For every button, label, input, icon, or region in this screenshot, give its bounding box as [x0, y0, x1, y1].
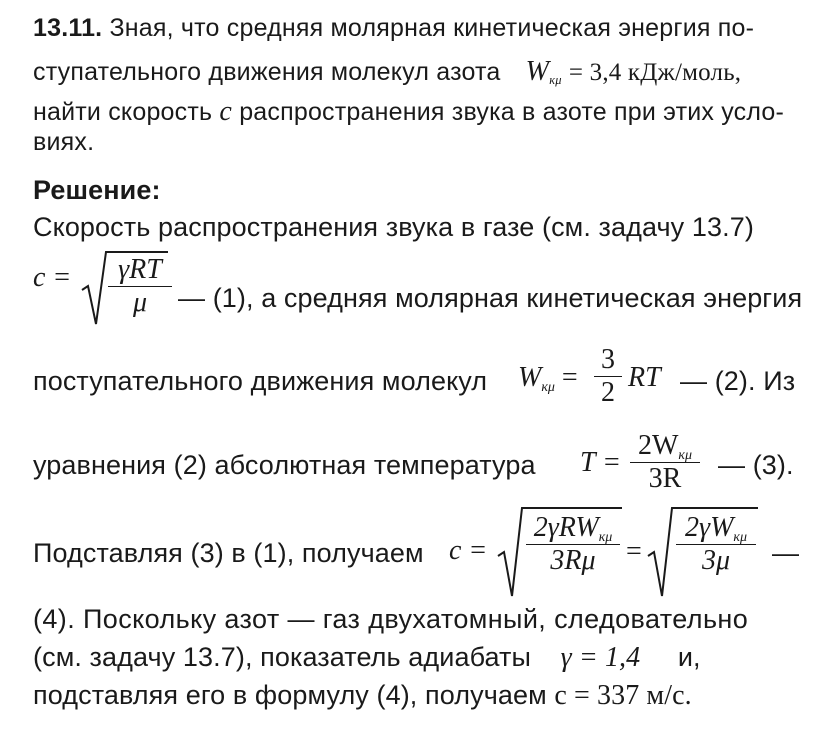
solution-line-5a: Подставляя (3) в (1), получаем [33, 538, 424, 568]
formula-4-numerator-1 [526, 512, 620, 544]
formula-4-num2-subscript: кμ [733, 529, 747, 545]
solution-line-5b: — [772, 538, 800, 568]
solution-line-3a: поступательного движения молекул [33, 366, 488, 396]
problem-text-4: виях. [33, 128, 95, 156]
solution-line-7b: и, [677, 642, 701, 672]
formula-2-subscript: кμ [541, 379, 555, 395]
formula-3-fraction [630, 430, 700, 495]
problem-line-1 [33, 14, 754, 43]
formula-2-equals: = [561, 362, 578, 393]
solution-line-6: (4). Поскольку азот — газ двухатомный, следовательно [33, 604, 749, 634]
formula-2-denominator: 2 [601, 377, 615, 409]
formula-4-num1-text: 2γRW [533, 512, 599, 543]
formula-3-denominator: 3R [648, 463, 682, 495]
formula-4-numerator-2 [676, 512, 756, 544]
final-answer: c = 337 м/с. [554, 680, 692, 711]
problem-text-1: Зная, что средняя молярная кинетическая энергия по- [109, 14, 755, 42]
formula-4-fraction-2 [676, 512, 756, 577]
formula-2-rhs [628, 362, 661, 394]
solution-line-8a: подставляя его в формулу (4), получаем [33, 680, 547, 710]
problem-number: 13.11. [33, 14, 103, 42]
formula-1-fraction [108, 254, 172, 319]
problem-line-3 [33, 96, 784, 128]
formula-4-equals: = [626, 536, 642, 567]
solution-line-4b: — (3). [718, 450, 794, 480]
problem-line-2 [33, 56, 741, 88]
formula-1-denominator: μ [132, 287, 148, 319]
formula-4-lhs-text: c = [449, 535, 488, 566]
energy-subscript: кμ [549, 73, 562, 88]
speed-symbol: c [219, 96, 233, 127]
formula-3-num-subscript: кμ [678, 447, 692, 463]
formula-3-lhs [580, 447, 621, 479]
problem-text-3b: распространения звука в азоте при этих усло- [239, 98, 785, 126]
formula-3-num-text: 2W [637, 430, 679, 461]
formula-4-num2-text: 2γW [685, 512, 734, 543]
adiabatic-index: γ = 1,4 [560, 642, 641, 673]
problem-text-3a: найти скорость [33, 98, 213, 126]
formula-2-symbol: W [518, 362, 542, 393]
formula-4-denominator-1: 3Rμ [550, 545, 596, 577]
formula-4-denominator-2: 3μ [701, 545, 731, 577]
formula-1-lhs-text: c = [33, 262, 72, 293]
formula-1-numerator: γRT [118, 254, 162, 285]
formula-2-numerator: 3 [601, 344, 615, 375]
solution-line-7a: (см. задачу 13.7), показатель адиабаты [33, 642, 532, 672]
formula-4-lhs [449, 535, 487, 567]
solution-line-3b: — (2). Из [680, 366, 796, 396]
formula-2-rt: RT [628, 362, 661, 393]
energy-value: = 3,4 кДж/моль, [568, 59, 742, 86]
problem-line-4 [33, 128, 94, 157]
problem-text-2: ступательного движения молекул азота [33, 58, 501, 86]
solution-line-4a: уравнения (2) абсолютная температура [33, 450, 536, 480]
formula-2-lhs [518, 362, 578, 394]
formula-1-lhs [33, 262, 71, 294]
formula-3-numerator [630, 430, 700, 462]
formula-3-lhs-text: T = [580, 447, 621, 478]
solution-line-7 [33, 642, 701, 674]
formula-2-fraction [594, 344, 622, 409]
solution-line-8 [33, 680, 692, 712]
solution-line-1: Скорость распространения звука в газе (см. задачу 13.7) [33, 212, 754, 242]
solution-heading: Решение: [33, 175, 161, 205]
solution-line-2: — (1), а средняя молярная кинетическая энергия [178, 283, 803, 313]
formula-4-fraction-1 [526, 512, 620, 577]
energy-symbol: W [525, 56, 550, 87]
formula-4-num1-subscript: кμ [598, 529, 613, 545]
